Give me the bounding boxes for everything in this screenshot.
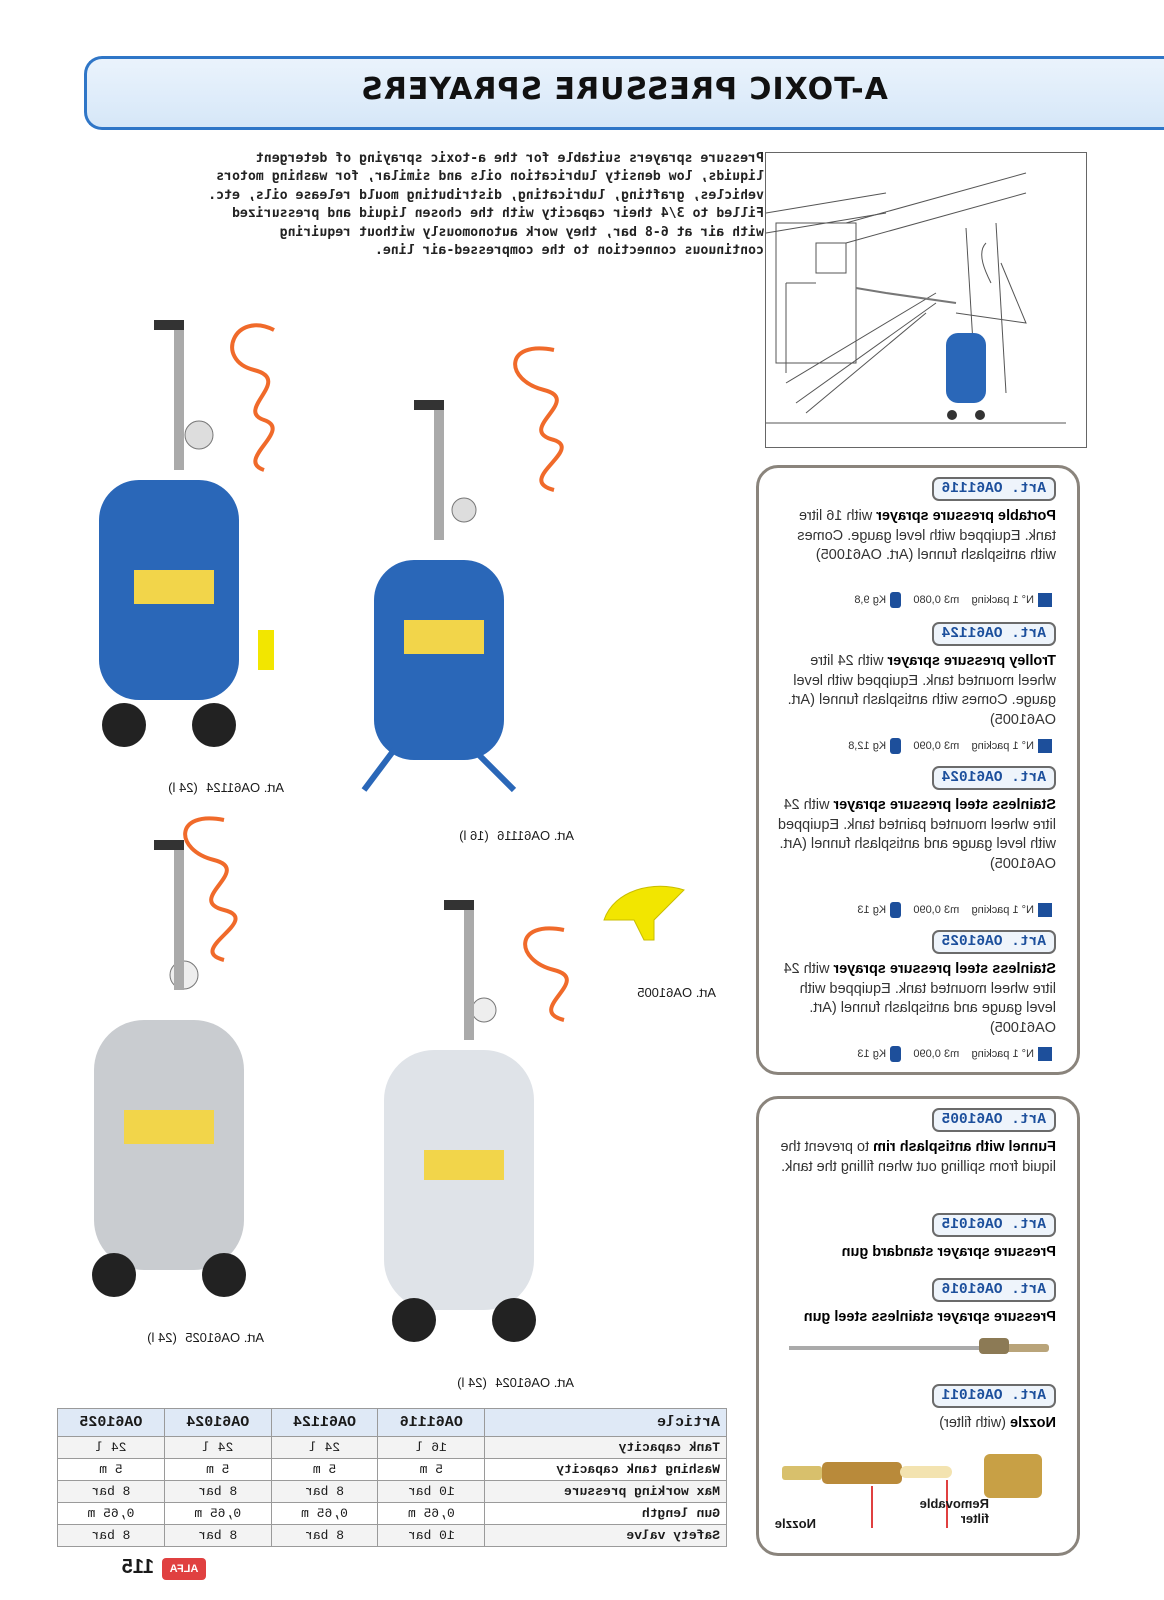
art-tag-oa61116: Art. OA61116 <box>932 477 1056 501</box>
art-tag-oa61005: Art. OA61005 <box>932 1108 1056 1132</box>
art-tag-oa61024: Art. OA61024 <box>932 766 1056 790</box>
pack-oa61024: N° 1 packing m3 0,090 Kg 13 <box>857 902 1052 918</box>
intro-text: Pressure sprayers suitable for the a-toxic spraying of detergent liquids, low density lubrication oils and similar, for washing motors vehicles, grafting, lubricating, distributing mould release oils, etc. Filled to 3/4 their capacity with the chosen liquid and pressurized with air at 6-8 bar, they work autonomously without requiring continuous connection to the compressed-air line. <box>208 151 764 259</box>
desc-oa61016: Pressure sprayer stainless steel gun <box>803 1309 1056 1325</box>
desc-oa61024: Stainless steel pressure sprayer with 24 litre wheel mounted painted tank. Equipped with level gauge and antisplash funnel (Art. OA61005) <box>777 797 1056 872</box>
caption-oa61116: Art. OA61116 (16 l) <box>459 828 574 843</box>
table-row: Gun length 0,65 m 0,65 m 0,65 m 0,65 m <box>58 1503 727 1525</box>
art-tag-oa61011: Art. OA61011 <box>932 1384 1056 1408</box>
page-title: A-TOXIC PRESSURE SPRAYERS <box>360 72 888 107</box>
art-tag-oa61016: Art. OA61016 <box>932 1278 1056 1302</box>
desc-oa61011: Nozzle (with filter) <box>939 1415 1056 1431</box>
pack-oa61025: N° 1 packing m3 0,090 Kg 13 <box>857 1046 1052 1062</box>
art-tag-oa61124: Art. OA61124 <box>932 622 1056 646</box>
weight-icon <box>890 592 901 608</box>
usage-illustration <box>765 152 1087 448</box>
box-icon <box>1038 593 1052 607</box>
weight-icon <box>890 738 901 754</box>
sprayer-oa61025-image <box>54 810 284 1334</box>
pack-oa61116: N° 1 packing m3 0,080 Kg 9,8 <box>854 592 1052 608</box>
caption-oa61025: Art. OA61025 (24 l) <box>147 1330 264 1345</box>
weight-icon <box>890 1046 901 1062</box>
page-number: 115 <box>121 1556 154 1578</box>
spec-table <box>57 1408 727 1547</box>
box-icon <box>1038 903 1052 917</box>
table-row: Washing tank capacity 5 m 5 m 5 m 5 m <box>58 1459 727 1481</box>
nozzle-label: Nozzle <box>774 1516 816 1531</box>
table-row: Tank capacity 16 l 24 l 24 l 24 l <box>58 1437 727 1459</box>
table-row: Safety valve 10 bar 8 bar 8 bar 8 bar <box>58 1525 727 1547</box>
weight-icon <box>890 902 901 918</box>
pack-oa61124: N° 1 packing m3 0,090 Kg 12,8 <box>848 738 1052 754</box>
spray-gun-image <box>769 1336 1049 1364</box>
art-tag-oa61015: Art. OA61015 <box>932 1213 1056 1237</box>
desc-oa61124: Trolley pressure sprayer with 24 litre wheel mounted tank. Equipped with level gauge. Comes with antisplash funnel (Art. OA61005) <box>787 653 1056 728</box>
sprayer-oa61024-image <box>364 890 594 1374</box>
desc-oa61025: Stainless steel pressure sprayer with 24 litre wheel mounted tank. Equipped with level gauge and antisplash funnel (Art. OA61005) <box>783 961 1056 1036</box>
sprayer-oa61124-image <box>64 300 294 774</box>
art-tag-oa61025: Art. OA61025 <box>932 930 1056 954</box>
desc-oa61015: Pressure sprayer standard gun <box>841 1244 1056 1260</box>
caption-oa61124: Art. OA61124 (24 l) <box>168 780 284 795</box>
box-icon <box>1038 1047 1052 1061</box>
caption-oa61024: Art. OA61024 (24 l) <box>457 1375 574 1390</box>
table-row: Max working pressure 10 bar 8 bar 8 bar 8 bar <box>58 1481 727 1503</box>
sprayer-oa61116-image <box>354 340 584 814</box>
desc-oa61005: Funnel with antisplash rim to prevent the liquid from spilling out when filling the tank. <box>780 1139 1056 1175</box>
caption-oa61005: Art. OA61005 <box>637 985 716 1000</box>
box-icon <box>1038 739 1052 753</box>
brand-logo: ALFA <box>162 1558 206 1580</box>
funnel-image <box>594 880 694 954</box>
desc-oa61116: Portable pressure sprayer with 16 litre tank. Equipped with level gauge. Comes with antisplash funnel (Art. OA61005) <box>797 508 1056 563</box>
table-header: Article OA61116 OA61124 OA61024 OA61025 <box>58 1409 727 1437</box>
removable-filter-label: Removable filter <box>919 1496 989 1526</box>
